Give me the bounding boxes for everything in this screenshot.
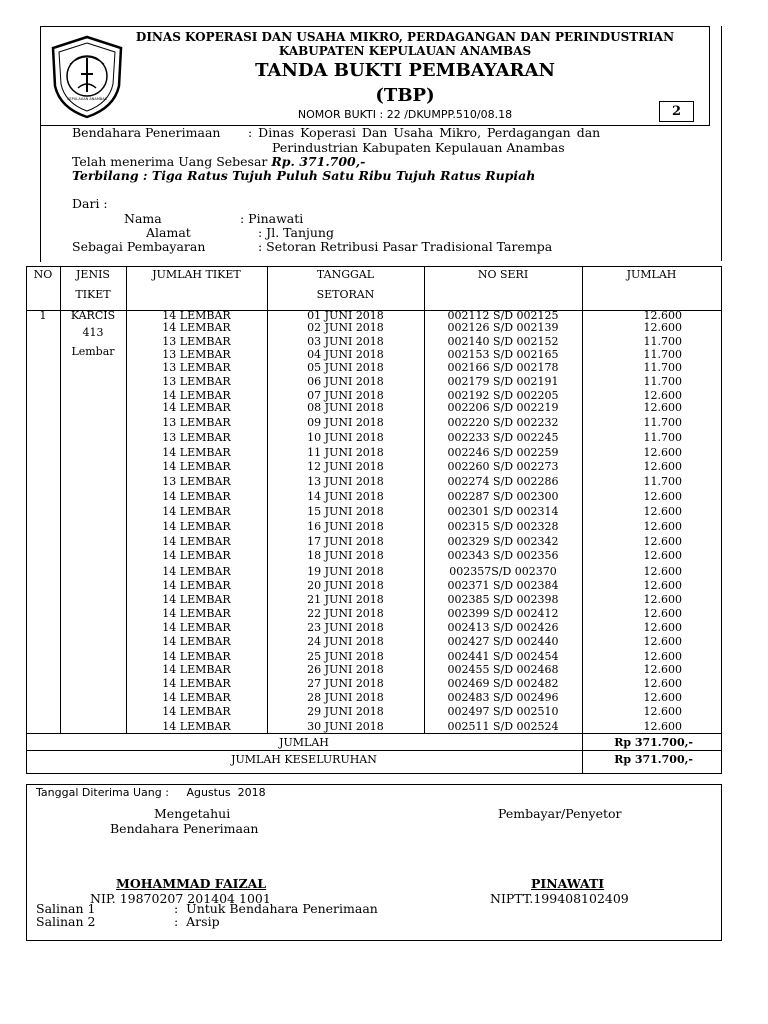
row-amount: 11.700 xyxy=(643,431,682,444)
serial-range: 002343 S/D 002356 xyxy=(447,549,559,562)
serial-range: 002511 S/D 002524 xyxy=(447,720,559,733)
table-bottom-border xyxy=(26,773,722,774)
serial-range: 002274 S/D 002286 xyxy=(447,475,559,488)
deposit-date: 01 JUNI 2018 xyxy=(307,309,384,322)
table-row xyxy=(0,361,768,375)
received-text: Telah menerima Uang Sebesar xyxy=(72,154,268,169)
row-amount: 12.600 xyxy=(643,321,682,334)
table-row xyxy=(0,677,768,691)
table-row xyxy=(0,663,768,677)
header-right-margin xyxy=(721,26,722,261)
table-row xyxy=(0,635,768,649)
table-row xyxy=(0,720,768,734)
deposit-date: 07 JUNI 2018 xyxy=(307,389,384,402)
table-row xyxy=(0,705,768,719)
deposit-date: 20 JUNI 2018 xyxy=(307,579,384,592)
grand-total-top-border xyxy=(26,750,722,751)
deposit-date: 19 JUNI 2018 xyxy=(307,565,384,578)
serial-range: 002497 S/D 002510 xyxy=(447,705,559,718)
header-tanggal-2: SETORAN xyxy=(316,288,375,301)
row-amount: 12.600 xyxy=(643,691,682,704)
copy-1-label: Salinan 1 xyxy=(36,901,96,916)
deposit-date: 09 JUNI 2018 xyxy=(307,416,384,429)
from-label: Dari : xyxy=(72,196,108,211)
ticket-qty: 14 LEMBAR xyxy=(162,490,231,503)
copy-1-value: : Untuk Bendahara Penerimaan xyxy=(174,901,378,916)
table-row xyxy=(0,446,768,460)
row-amount: 11.700 xyxy=(643,416,682,429)
ticket-qty: 14 LEMBAR xyxy=(162,579,231,592)
serial-range: 002166 S/D 002178 xyxy=(447,361,559,374)
header-jenis-2: TIKET xyxy=(75,288,111,301)
ticket-qty: 14 LEMBAR xyxy=(162,549,231,562)
serial-range: 002287 S/D 002300 xyxy=(447,490,559,503)
ticket-qty: 14 LEMBAR xyxy=(162,691,231,704)
serial-range: 002329 S/D 002342 xyxy=(447,535,559,548)
row-amount: 12.600 xyxy=(643,460,682,473)
ticket-qty: 14 LEMBAR xyxy=(162,520,231,533)
serial-range: 002192 S/D 002205 xyxy=(447,389,559,402)
serial-range: 002126 S/D 002139 xyxy=(447,321,559,334)
table-row xyxy=(0,375,768,389)
ticket-qty: 13 LEMBAR xyxy=(162,375,231,388)
table-row xyxy=(0,579,768,593)
payer-title: Pembayar/Penyetor xyxy=(498,806,622,821)
ticket-type-3: Lembar xyxy=(71,345,115,358)
serial-range: 002140 S/D 002152 xyxy=(447,335,559,348)
row-amount: 12.600 xyxy=(643,705,682,718)
ticket-qty: 13 LEMBAR xyxy=(162,475,231,488)
ticket-type-2: 413 xyxy=(82,326,104,339)
payment-value: : Setoran Retribusi Pasar Tradisional Tarempa xyxy=(258,239,553,254)
spelled-amount: Terbilang : Tiga Ratus Tujuh Puluh Satu Ribu Tujuh Ratus Rupiah xyxy=(72,168,536,183)
ticket-qty: 14 LEMBAR xyxy=(162,309,231,322)
received-label xyxy=(72,154,365,169)
ticket-qty: 13 LEMBAR xyxy=(162,431,231,444)
ticket-type-1: KARCIS xyxy=(70,309,116,322)
table-row xyxy=(0,691,768,705)
payer-signatory-name: PINAWATI xyxy=(531,876,605,891)
serial-range: 002413 S/D 002426 xyxy=(447,621,559,634)
table-row xyxy=(0,565,768,579)
treasurer-label: Bendahara Penerimaan xyxy=(72,125,221,140)
ticket-qty: 14 LEMBAR xyxy=(162,460,231,473)
deposit-date: 06 JUNI 2018 xyxy=(307,375,384,388)
treasurer-signatory-name: MOHAMMAD FAIZAL xyxy=(116,876,267,891)
acknowledge-label: Mengetahui xyxy=(154,806,231,821)
deposit-date: 12 JUNI 2018 xyxy=(307,460,384,473)
ticket-qty: 14 LEMBAR xyxy=(162,621,231,634)
row-number: 1 xyxy=(39,309,47,322)
serial-range: 002483 S/D 002496 xyxy=(447,691,559,704)
deposit-date: 29 JUNI 2018 xyxy=(307,705,384,718)
row-amount: 12.600 xyxy=(643,677,682,690)
table-row xyxy=(0,335,768,349)
ticket-qty: 14 LEMBAR xyxy=(162,635,231,648)
serial-range: 002112 S/D 002125 xyxy=(447,309,559,322)
ticket-qty: 13 LEMBAR xyxy=(162,348,231,361)
table-row xyxy=(0,520,768,534)
row-amount: 11.700 xyxy=(643,348,682,361)
row-amount: 12.600 xyxy=(643,549,682,562)
ticket-qty: 14 LEMBAR xyxy=(162,446,231,459)
ticket-qty: 14 LEMBAR xyxy=(162,705,231,718)
deposit-date: 04 JUNI 2018 xyxy=(307,348,384,361)
ticket-qty: 14 LEMBAR xyxy=(162,663,231,676)
name-value: : Pinawati xyxy=(240,211,304,226)
row-amount: 12.600 xyxy=(643,663,682,676)
document-number: NOMOR BUKTI : 22 /DKUMPP.510/08.18 xyxy=(297,108,513,121)
ticket-qty: 14 LEMBAR xyxy=(162,593,231,606)
header-jenis-1: JENIS xyxy=(76,268,110,281)
info-left-border xyxy=(40,126,41,262)
deposit-date: 26 JUNI 2018 xyxy=(307,663,384,676)
total-label: JUMLAH xyxy=(279,736,329,749)
header-no-seri: NO SERI xyxy=(477,268,529,281)
deposit-date: 16 JUNI 2018 xyxy=(307,520,384,533)
serial-range: 002427 S/D 002440 xyxy=(447,635,559,648)
deposit-date: 28 JUNI 2018 xyxy=(307,691,384,704)
deposit-date: 21 JUNI 2018 xyxy=(307,593,384,606)
row-amount: 12.600 xyxy=(643,607,682,620)
serial-range: 002246 S/D 002259 xyxy=(447,446,559,459)
row-amount: 12.600 xyxy=(643,579,682,592)
row-amount: 11.700 xyxy=(643,335,682,348)
row-amount: 12.600 xyxy=(643,389,682,402)
header-jumlah: JUMLAH xyxy=(626,268,677,281)
row-amount: 12.600 xyxy=(643,535,682,548)
total-value: Rp 371.700,- xyxy=(614,736,693,749)
grand-total-value: Rp 371.700,- xyxy=(614,753,693,766)
deposit-date: 18 JUNI 2018 xyxy=(307,549,384,562)
deposit-date: 11 JUNI 2018 xyxy=(307,446,384,459)
deposit-date: 14 JUNI 2018 xyxy=(307,490,384,503)
serial-range: 002179 S/D 002191 xyxy=(447,375,559,388)
serial-range: 002220 S/D 002232 xyxy=(447,416,559,429)
ticket-qty: 13 LEMBAR xyxy=(162,416,231,429)
ticket-qty: 14 LEMBAR xyxy=(162,565,231,578)
table-row xyxy=(0,401,768,415)
row-amount: 11.700 xyxy=(643,361,682,374)
region-name: KABUPATEN KEPULAUAN ANAMBAS xyxy=(278,44,532,58)
received-amount: Rp. 371.700,- xyxy=(271,154,366,169)
deposit-date: 22 JUNI 2018 xyxy=(307,607,384,620)
row-amount: 11.700 xyxy=(643,475,682,488)
serial-range: 002455 S/D 002468 xyxy=(447,663,559,676)
deposit-date: 27 JUNI 2018 xyxy=(307,677,384,690)
deposit-date: 15 JUNI 2018 xyxy=(307,505,384,518)
ticket-qty: 14 LEMBAR xyxy=(162,607,231,620)
header-jumlah-tiket: JUMLAH TIKET xyxy=(152,268,241,281)
ticket-qty: 14 LEMBAR xyxy=(162,535,231,548)
payment-label: Sebagai Pembayaran xyxy=(72,239,206,254)
serial-range: 002260 S/D 002273 xyxy=(447,460,559,473)
agency-name: DINAS KOPERASI DAN USAHA MIKRO, PERDAGANGAN DAN PERINDUSTRIAN xyxy=(135,30,675,44)
serial-range: 002206 S/D 002219 xyxy=(447,401,559,414)
table-row xyxy=(0,621,768,635)
deposit-date: 30 JUNI 2018 xyxy=(307,720,384,733)
row-amount: 12.600 xyxy=(643,309,682,322)
payer-nip: NIPTT.199408102409 xyxy=(490,891,629,906)
row-amount: 12.600 xyxy=(643,520,682,533)
serial-range: 002357S/D 002370 xyxy=(449,565,557,578)
table-row xyxy=(0,549,768,563)
ticket-qty: 14 LEMBAR xyxy=(162,720,231,733)
table-top-border xyxy=(26,266,722,267)
table-row xyxy=(0,650,768,664)
table-row xyxy=(0,607,768,621)
serial-range: 002233 S/D 002245 xyxy=(447,431,559,444)
deposit-date: 08 JUNI 2018 xyxy=(307,401,384,414)
address-value: : Jl. Tanjung xyxy=(258,225,334,240)
ticket-qty: 14 LEMBAR xyxy=(162,321,231,334)
deposit-date: 10 JUNI 2018 xyxy=(307,431,384,444)
row-amount: 12.600 xyxy=(643,446,682,459)
row-amount: 12.600 xyxy=(643,635,682,648)
deposit-date: 13 JUNI 2018 xyxy=(307,475,384,488)
page-number: 2 xyxy=(671,104,682,119)
ticket-qty: 13 LEMBAR xyxy=(162,361,231,374)
treasurer-nip: NIP. 19870207 201404 1001 xyxy=(90,891,271,906)
serial-range: 002301 S/D 002314 xyxy=(447,505,559,518)
logo-text: KEPULAUAN ANAMBAS xyxy=(67,97,107,101)
table-row xyxy=(0,535,768,549)
table-row xyxy=(0,460,768,474)
ticket-qty: 13 LEMBAR xyxy=(162,335,231,348)
total-top-border xyxy=(26,733,722,734)
document-title: TANDA BUKTI PEMBAYARAN xyxy=(255,60,555,81)
row-amount: 12.600 xyxy=(643,593,682,606)
ticket-qty: 14 LEMBAR xyxy=(162,650,231,663)
row-amount: 12.600 xyxy=(643,565,682,578)
serial-range: 002399 S/D 002412 xyxy=(447,607,559,620)
deposit-date: 23 JUNI 2018 xyxy=(307,621,384,634)
copy-2-label: Salinan 2 xyxy=(36,914,96,929)
deposit-date: 25 JUNI 2018 xyxy=(307,650,384,663)
deposit-date: 17 JUNI 2018 xyxy=(307,535,384,548)
serial-range: 002385 S/D 002398 xyxy=(447,593,559,606)
table-row xyxy=(0,321,768,335)
deposit-date: 24 JUNI 2018 xyxy=(307,635,384,648)
deposit-date: 05 JUNI 2018 xyxy=(307,361,384,374)
address-label: Alamat xyxy=(146,225,191,240)
row-amount: 12.600 xyxy=(643,650,682,663)
deposit-date: 03 JUNI 2018 xyxy=(307,335,384,348)
header-no: NO xyxy=(33,268,53,281)
row-amount: 12.600 xyxy=(643,401,682,414)
serial-range: 002315 S/D 002328 xyxy=(447,520,559,533)
row-amount: 11.700 xyxy=(643,375,682,388)
table-row xyxy=(0,475,768,489)
serial-range: 002371 S/D 002384 xyxy=(447,579,559,592)
deposit-date: 02 JUNI 2018 xyxy=(307,321,384,334)
table-row xyxy=(0,348,768,362)
treasurer-title: Bendahara Penerimaan xyxy=(110,821,259,836)
row-amount: 12.600 xyxy=(643,505,682,518)
table-row xyxy=(0,431,768,445)
row-amount: 12.600 xyxy=(643,621,682,634)
ticket-qty: 14 LEMBAR xyxy=(162,677,231,690)
row-amount: 12.600 xyxy=(643,720,682,733)
ticket-qty: 14 LEMBAR xyxy=(162,389,231,402)
serial-range: 002441 S/D 002454 xyxy=(447,650,559,663)
document-subtitle: (TBP) xyxy=(375,85,435,106)
copy-2-value: : Arsip xyxy=(174,914,220,929)
table-row xyxy=(0,593,768,607)
ticket-qty: 14 LEMBAR xyxy=(162,505,231,518)
serial-range: 002469 S/D 002482 xyxy=(447,677,559,690)
table-row xyxy=(0,490,768,504)
grand-total-label: JUMLAH KESELURUHAN xyxy=(231,753,377,766)
table-row xyxy=(0,505,768,519)
treasurer-line-2: Perindustrian Kabupaten Kepulauan Anambas xyxy=(272,140,565,155)
page-number-box xyxy=(659,101,694,122)
name-label: Nama xyxy=(124,211,162,226)
date-received: Tanggal Diterima Uang : Agustus 2018 xyxy=(36,786,266,799)
table-row xyxy=(0,416,768,430)
treasurer-line-1: : Dinas Koperasi Dan Usaha Mikro, Perdagangan dan xyxy=(248,125,601,140)
header-tanggal-1: TANGGAL xyxy=(316,268,375,281)
row-amount: 12.600 xyxy=(643,490,682,503)
serial-range: 002153 S/D 002165 xyxy=(447,348,559,361)
ticket-qty: 14 LEMBAR xyxy=(162,401,231,414)
